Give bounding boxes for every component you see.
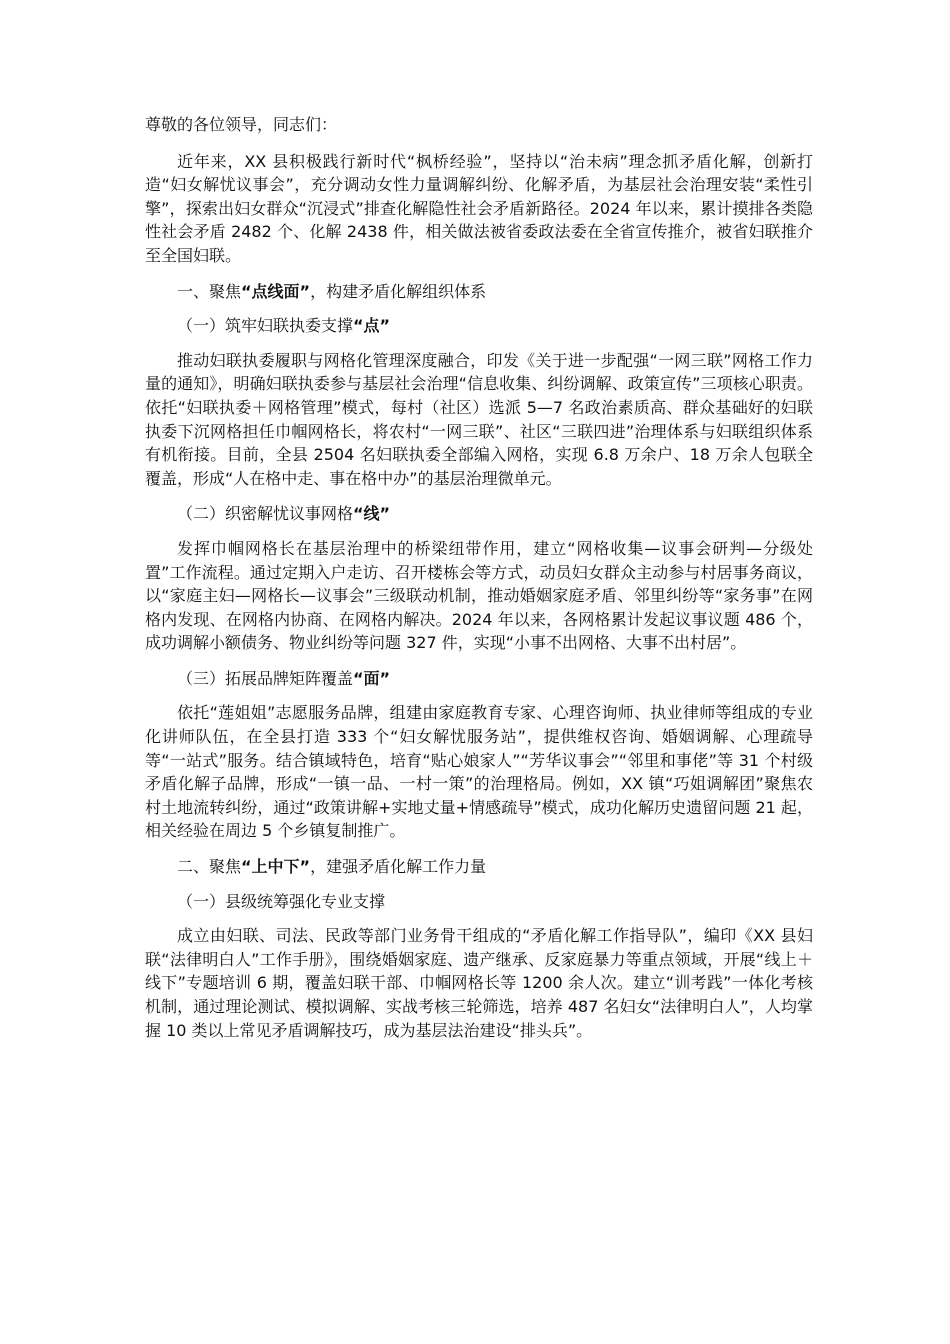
- section2-heading-prefix: 二、聚焦: [177, 857, 242, 877]
- section1-sub3-body: 依托“莲姐姐”志愿服务品牌，组建由家庭教育专家、心理咨询师、执业律师等组成的专业化讲师队伍，在全县打造 333 个“妇女解忧服务站”，提供维权咨询、婚姻调解、心理疏导等“一站式”服务。结合镇域特色，培育“贴心娘家人”“芳华议事会”“邻里和事佬”等 31 个村级矛盾化解子品牌，形成“一镇一品、一村一策”的治理格局。例如，XX 镇“巧姐调解团”聚焦农村土地流转纠纷，通过“政策讲解+实地丈量+情感疏导”模式，成功化解历史遗留问题 21 起，相关经验在周边 5 个乡镇复制推广。: [145, 703, 813, 841]
- section1-sub2-heading-bold: “线”: [353, 504, 391, 524]
- section2-sub1-heading: （一）县级统筹强化专业支撑: [177, 891, 386, 911]
- section1-sub3-heading: [145, 667, 813, 691]
- section1-sub3-heading-prefix: （三）拓展品牌矩阵覆盖: [177, 668, 354, 688]
- section2-heading: [145, 855, 813, 879]
- section1-sub1-body: 推动妇联执委履职与网格化管理深度融合，印发《关于进一步配强“一网三联”网格工作力量的通知》，明确妇联执委参与基层社会治理“信息收集、纠纷调解、政策宣传”三项核心职责。依托“妇联执委＋网格管理”模式，每村（社区）选派 5—7 名政治素质高、群众基础好的妇联执委下沉网格担任巾帼网格长，将农村“一网三联”、社区“三联四进”治理体系与妇联组织体系有机衔接。目前，全县 2504 名妇联执委全部编入网格，实现 6.8 万余户、18 万余人包联全覆盖，形成“人在格中走、事在格中办”的基层治理微单元。: [145, 350, 813, 488]
- section1-sub1-heading: [145, 314, 813, 338]
- intro-paragraph: 近年来，XX 县积极践行新时代“枫桥经验”，坚持以“治未病”理念抓矛盾化解，创新打造“妇女解忧议事会”，充分调动女性力量调解纠纷、化解矛盾，为基层社会治理安装“柔性引擎”，探索出妇女群众“沉浸式”排查化解隐性社会矛盾新路径。2024 年以来，累计摸排各类隐性社会矛盾 2482 个、化解 2438 件，相关做法被省委政法委在全省宣传推介，被省妇联推介至全国妇联。: [145, 151, 813, 265]
- section1-sub2-heading: [145, 502, 813, 526]
- section1-sub1-heading-prefix: （一）筑牢妇联执委支撑: [177, 316, 354, 336]
- section1-heading-bold: “点线面”: [241, 281, 311, 301]
- section1-heading-prefix: 一、聚焦: [177, 281, 242, 301]
- section2-sub1-body: 成立由妇联、司法、民政等部门业务骨干组成的“矛盾化解工作指导队”，编印《XX 县妇联“法律明白人”工作手册》，围绕婚姻家庭、遗产继承、反家庭暴力等重点领域，开展“线上＋线下”专题培训 6 期，覆盖妇联干部、巾帼网格长等 1200 余人次。建立“训考践”一体化考核机制，通过理论测试、模拟调解、实战考核三轮筛选，培养 487 名妇女“法律明白人”，人均掌握 10 类以上常见矛盾调解技巧，成为基层法治建设“排头兵”。: [145, 926, 813, 1040]
- section2-heading-suffix: ，建强矛盾化解工作力量: [310, 857, 487, 877]
- section1-sub1-heading-bold: “点”: [353, 316, 391, 336]
- salutation: 尊敬的各位领导，同志们：: [145, 115, 338, 134]
- section1-sub2-heading-prefix: （二）织密解忧议事网格: [177, 504, 354, 524]
- section2-heading-bold: “上中下”: [241, 857, 311, 877]
- section1-sub3-heading-bold: “面”: [353, 668, 391, 688]
- section1-heading: [145, 280, 813, 304]
- document-page: [145, 113, 813, 1054]
- section1-heading-suffix: ，构建矛盾化解组织体系: [310, 281, 487, 301]
- section1-sub2-body: 发挥巾帼网格长在基层治理中的桥梁纽带作用，建立“网格收集—议事会研判—分级处置”工作流程。通过定期入户走访、召开楼栋会等方式，动员妇女群众主动参与村居事务商议，以“家庭主妇—网格长—议事会”三级联动机制，推动婚姻家庭矛盾、邻里纠纷等“家务事”在网格内发现、在网格内协商、在网格内解决。2024 年以来，各网格累计发起议事议题 486 个，成功调解小额债务、物业纠纷等问题 327 件，实现“小事不出网格、大事不出村居”。: [145, 538, 813, 653]
